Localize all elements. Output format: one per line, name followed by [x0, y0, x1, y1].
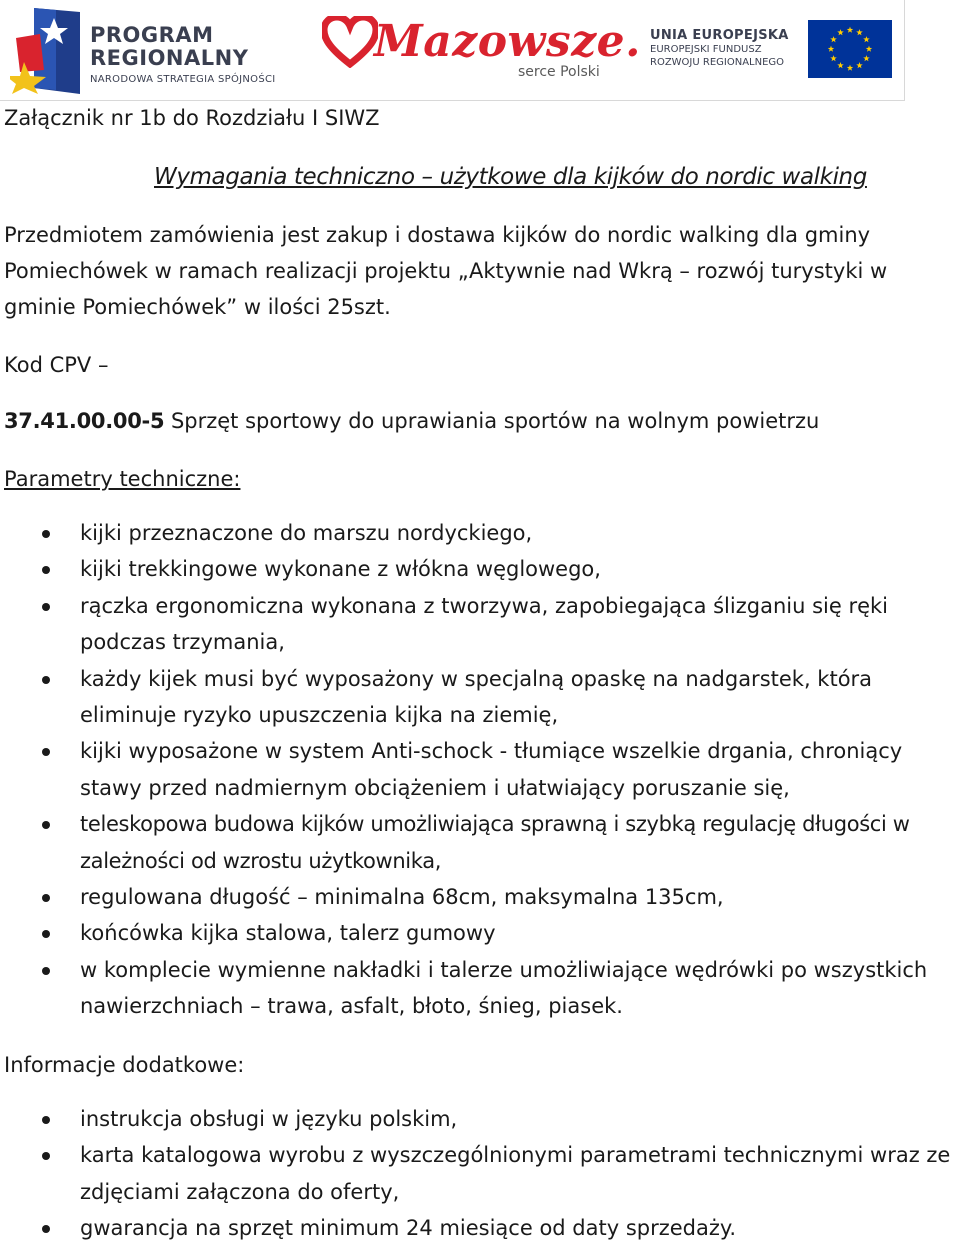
list-item: rączka ergonomiczna wykonana z tworzywa, zapobiegająca ślizganiu się ręki podczas trzymania,	[4, 588, 960, 661]
program-regionalny-line2: REGIONALNY	[90, 46, 249, 70]
eu-line3: ROZWOJU REGIONALNEGO	[650, 57, 785, 68]
additional-info-list	[4, 1101, 960, 1247]
list-item: kijki wyposażone w system Anti-schock - tłumiące wszelkie drgania, chroniący stawy przed nadmiernym obciążeniem i ułatwiający poruszanie się,	[4, 733, 960, 806]
list-item: kijki trekkingowe wykonane z włókna węglowego,	[4, 551, 960, 587]
list-item: instrukcja obsługi w języku polskim,	[4, 1101, 960, 1137]
program-regionalny-line3: NARODOWA STRATEGIA SPÓJNOŚCI	[90, 74, 276, 85]
program-regionalny-line1: PROGRAM	[90, 23, 214, 47]
eu-flag-icon	[808, 20, 892, 78]
cpv-line	[4, 403, 960, 439]
document-body	[4, 103, 960, 1246]
logo-banner	[0, 0, 905, 101]
mazowsze-tagline: serce Polski	[518, 64, 600, 80]
technical-parameters-heading-text: Parametry techniczne:	[4, 467, 241, 491]
annex-reference: Załącznik nr 1b do Rozdziału I SIWZ	[4, 106, 380, 130]
program-regionalny-logo	[10, 8, 285, 94]
program-regionalny-text	[90, 24, 276, 86]
document-title: Wymagania techniczno – użytkowe dla kijków do nordic walking	[154, 164, 867, 190]
mazowsze-logo	[322, 16, 641, 86]
technical-parameters-heading	[4, 461, 960, 497]
list-item: teleskopowa budowa kijków umożliwiająca sprawną i szybką regulację długości w zależności od wzrostu użytkownika,	[4, 806, 960, 879]
eu-line2: EUROPEJSKI FUNDUSZ	[650, 44, 762, 55]
eu-line1: UNIA EUROPEJSKA	[650, 28, 789, 43]
mazowsze-wordmark: Mazowsze.	[374, 16, 641, 67]
list-item: w komplecie wymienne nakładki i talerze umożliwiające wędrówki po wszystkich nawierzchniach – trawa, asfalt, błoto, śnieg, piasek.	[4, 952, 960, 1025]
list-item: końcówka kijka stalowa, talerz gumowy	[4, 915, 960, 951]
additional-info-heading: Informacje dodatkowe:	[4, 1052, 245, 1077]
list-item: gwarancja na sprzęt minimum 24 miesiące od daty sprzedaży.	[4, 1210, 960, 1246]
list-item: karta katalogowa wyrobu z wyszczególnionymi parametrami technicznymi wraz ze zdjęciami załączona do oferty,	[4, 1137, 960, 1210]
list-item: każdy kijek musi być wyposażony w specjalną opaskę na nadgarstek, która eliminuje ryzyko upuszczenia kijka na ziemię,	[4, 661, 960, 734]
eu-text	[650, 28, 789, 69]
eu-logo	[650, 18, 895, 82]
cpv-description: Sprzęt sportowy do uprawiania sportów na wolnym powietrzu	[164, 409, 820, 433]
heart-icon	[322, 16, 378, 68]
program-regionalny-emblem-icon	[10, 8, 80, 94]
cpv-label: Kod CPV –	[4, 353, 109, 377]
list-item: kijki przeznaczone do marszu nordyckiego,	[4, 515, 960, 551]
list-item: regulowana długość – minimalna 68cm, maksymalna 135cm,	[4, 879, 960, 915]
intro-paragraph: Przedmiotem zamówienia jest zakup i dostawa kijków do nordic walking dla gminy Pomiechówek w ramach realizacji projektu „Aktywnie nad Wkrą – rozwój turystyki w gminie Pomiechówek” w ilości 25szt.	[4, 223, 888, 319]
cpv-code: 37.41.00.00-5	[4, 409, 165, 433]
technical-parameters-list	[4, 515, 960, 1025]
